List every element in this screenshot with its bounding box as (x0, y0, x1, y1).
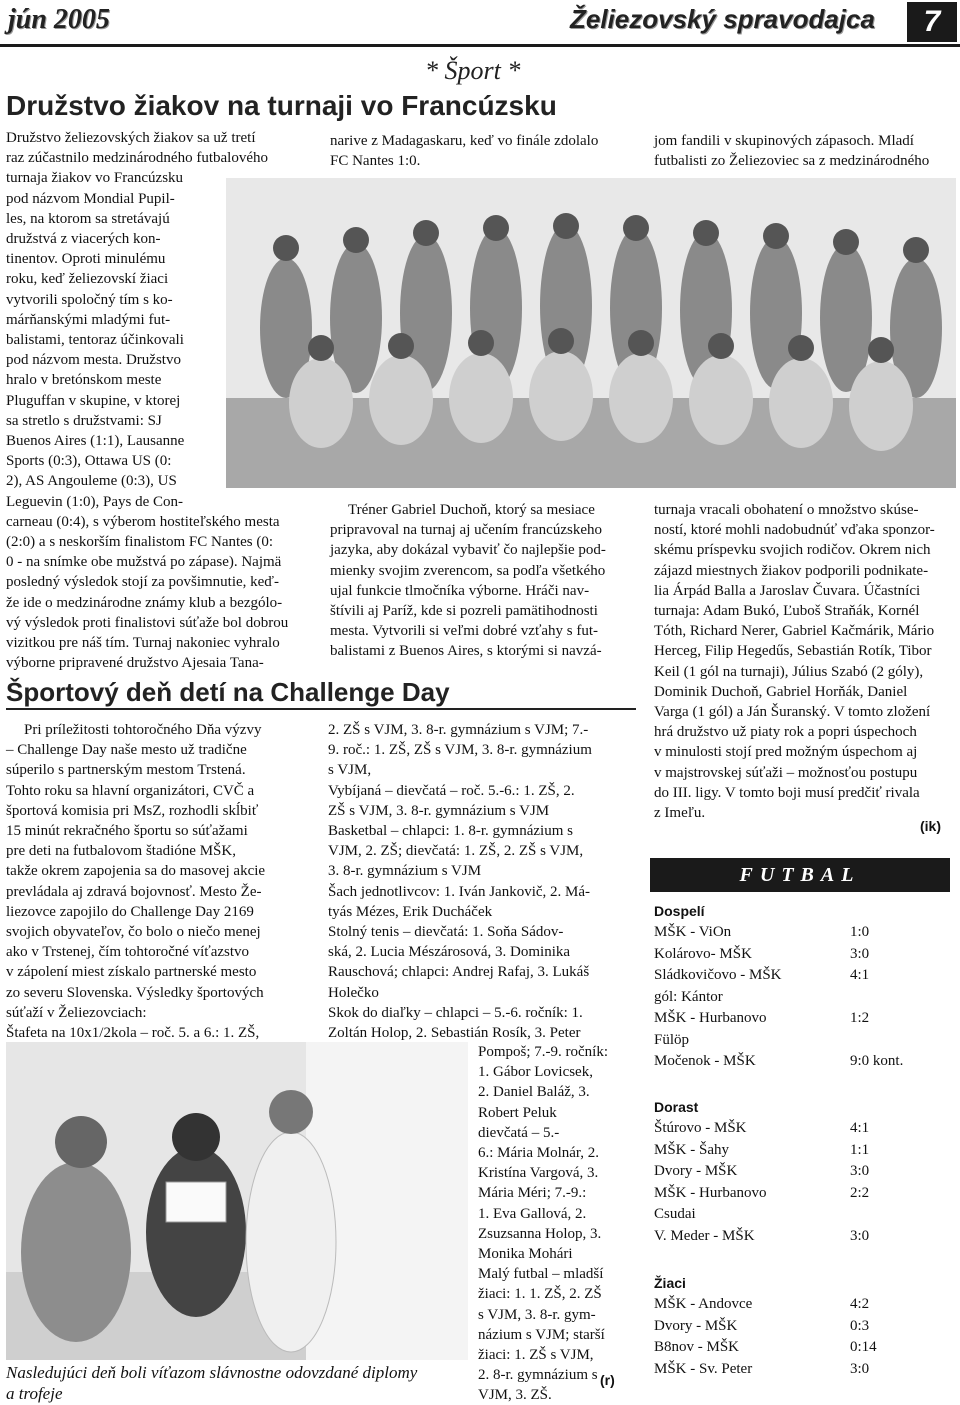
text-line: ako v Trstenej, čím tohtoročné víťazstvo (6, 944, 250, 961)
text-line: Basketbal – chlapci: 1. 8-r. gymnázium s (328, 823, 573, 840)
text-line: Vybíjaná – dievčatá – roč. 5.-6.: 1. ZŠ, 2. (328, 782, 575, 799)
text-line: žiaci: 1. ZŠ s VJM, (478, 1347, 594, 1364)
text-line: zájazd miestnych žiakov podporili podnikate- (654, 562, 929, 579)
text-line: štívili aj Paríž, kde si pozreli pamätihodnosti (330, 603, 598, 620)
results-dorast (654, 1096, 954, 1247)
text-line: v majstrovskej súťaži – možnosťou postupu (654, 764, 918, 781)
text-line: zo severu Slovenska. Výsledky športových (6, 984, 264, 1001)
text-line: narive z Madagaskaru, keď vo finále zdolalo (330, 133, 599, 149)
text-line: Leguevin (1:0), Pays de Con- (6, 493, 184, 510)
result-match: gól: Kántor (654, 988, 723, 1005)
text-line: do III. ligy. V tomto boji musí predčiť rivala (654, 784, 920, 801)
result-match: B8nov - MŠK (654, 1339, 740, 1355)
article-title-tournament: Družstvo žiakov na turnaji vo Francúzsku (6, 90, 557, 121)
text-line: posledný výsledok stojí za povšimnutie, keď- (6, 574, 279, 591)
text-line: z Imeľu. (654, 805, 706, 822)
result-score: 0:3 (850, 1317, 870, 1334)
result-match: MŠK - ViOn (654, 924, 732, 940)
text-line: futbalisti zo Želiezoviec sa z medzinárodného (654, 153, 930, 170)
result-match: Dvory - MŠK (654, 1317, 738, 1334)
result-row (654, 1226, 954, 1248)
text-line: mesta. Vytvorili si veľmi dobré vzťahy s fut- (330, 623, 599, 640)
result-match: Štúrovo - MŠK (654, 1120, 747, 1136)
results-dospeli (654, 900, 954, 1073)
header-rule (0, 44, 960, 47)
text-line: v zápolení miest získalo partnerské mesto (6, 964, 257, 981)
result-match: MŠK - Andovce (654, 1296, 753, 1312)
result-row (654, 1183, 954, 1205)
text-line: Štafeta na 10x1/2kola – roč. 5. a 6.: 1. ZŠ, (6, 1025, 260, 1042)
award-photo-illustration (6, 1042, 468, 1360)
text-line: súperilo s partnerským mestom Trstená. (6, 762, 246, 779)
text-line: pod názvom Mondial Pupil- (6, 190, 175, 207)
text-line: Tóth, Richard Nerer, Gabriel Kačmárik, Mário (654, 623, 935, 640)
article2-col1 (6, 720, 308, 1043)
result-match: Fülöp (654, 1031, 690, 1048)
text-line: raz zúčastnilo medzinárodného futbalového (6, 150, 268, 167)
section-title: * Šport * (425, 56, 521, 85)
text-line: pod názvom mesta. Družstvo (6, 352, 181, 369)
result-row (654, 944, 954, 966)
text-line: v minulosti stojí pred možným úspechom aj (654, 744, 918, 761)
result-row (654, 1051, 954, 1073)
result-match: Csudai (654, 1206, 696, 1222)
text-line: Pompoš; 7.-9. ročník: (478, 1044, 608, 1060)
text-line: s VJM, 3. 8-r. gym- (478, 1306, 596, 1323)
article1-col2-bottom (330, 500, 640, 662)
result-score: 0:14 (850, 1339, 877, 1355)
text-line: mienky svojim zverencom, sa podľa všetkého (330, 562, 606, 579)
text-line: Rauschová; chlapci: Andrej Rafaj, 3. Lukáš (328, 964, 590, 981)
results-group-heading: Žiaci (654, 1275, 686, 1291)
award-photo-caption (6, 1362, 476, 1404)
text-line: 0 - na snímke obe mužstvá po zápase). Najmä (6, 554, 282, 571)
result-score: 2:2 (850, 1184, 870, 1201)
text-line: Pri príležitosti tohtoročného Dňa výzvy (24, 722, 262, 738)
text-line: liezovce zapojilo do Challenge Day 2169 (6, 903, 254, 920)
text-line: FC Nantes 1:0. (330, 153, 421, 170)
text-line: Malý futbal – mladší (478, 1266, 604, 1283)
result-score: 1:0 (850, 924, 870, 940)
team-photo (226, 178, 956, 488)
text-line: ujal funkcie tlmočníka výborne. Hráči nav- (330, 582, 590, 599)
publication-title: Želiezovský spravodajca (570, 4, 875, 34)
text-line: Monika Mohári (478, 1246, 573, 1263)
results-ziaci (654, 1272, 954, 1380)
text-line: 9. roč.: 1. ZŠ, ZŠ s VJM, 3. 8-r. gymnázium (328, 742, 592, 759)
text-line: Kristína Vargová, 3. (478, 1165, 599, 1182)
results-group-heading: Dospelí (654, 903, 705, 919)
text-line: Šach jednotlivcov: 1. Iván Jankovič, 2. Má- (328, 883, 591, 900)
article1-col3-bottom (654, 500, 954, 823)
text-line: jazyka, aby dokázal vybaviť čo najlepšie pod- (330, 542, 606, 559)
text-line: Dominik Duchoň, Gabriel Horňák, Daniel (654, 683, 908, 700)
text-line: že ide o medzinárodne známy klub a bezgólo- (6, 594, 283, 611)
result-score: 4:1 (850, 1120, 870, 1136)
text-line: ská, 2. Lucia Mészárosová, 3. Dominika (328, 944, 571, 961)
result-row (654, 1294, 954, 1316)
text-line: tinentov. Oproti minulému (6, 251, 166, 268)
text-line: 2. Daniel Baláž, 3. (478, 1084, 590, 1101)
text-line: turnaja žiakov vo Francúzsku (6, 170, 184, 187)
article1-col3-top (654, 131, 954, 171)
result-score: 4:2 (850, 1296, 870, 1312)
text-line: vý výsledok proti finalistovi súťaže bol dobrou (6, 614, 289, 631)
text-line: ností, ktoré mohli nadobudnúť vďaka sponzor- (654, 522, 935, 539)
issue-date: jún 2005 (8, 4, 110, 35)
result-score: 4:1 (850, 967, 870, 983)
text-line: vizitkou pre náš tím. Turnaj nakoniec vyhralo (6, 635, 280, 652)
text-line: názium s VJM; starší (478, 1326, 605, 1343)
text-line: Zoltán Holop, 2. Sebastián Rosík, 3. Peter (328, 1025, 581, 1042)
text-line: VJM, 2. ZŠ; dievčatá: 1. ZŠ, 2. ZŠ s VJM, (328, 843, 584, 860)
article2-rule (6, 708, 636, 710)
text-line: turnaja vracali obohatení o množstvo skúse- (654, 502, 919, 518)
text-line: tyás Mézes, Erik Ducháček (328, 903, 493, 920)
text-line: s VJM, (328, 762, 372, 779)
text-line: carneau (0:4), s výberom hostiteľského mesta (6, 513, 280, 530)
text-line: 3. 8-r. gymnázium s VJM (328, 863, 482, 880)
article2-col2-narrow (478, 1042, 632, 1405)
text-line: Holečko (328, 984, 379, 1001)
award-photo (6, 1042, 468, 1360)
results-group-heading: Dorast (654, 1099, 699, 1115)
text-line: Družstvo želiezovských žiakov sa už tretí (6, 130, 256, 146)
text-line: Robert Peluk (478, 1104, 557, 1121)
result-row (654, 1118, 954, 1140)
text-line: VJM, 3. ZŠ. (478, 1387, 552, 1404)
text-line: ZŠ s VJM, 3. 8-r. gymnázium s VJM (328, 802, 550, 819)
result-row (654, 965, 954, 987)
text-line: hrá družstvo už piaty rok a popri úspechoch (654, 724, 917, 741)
article-title-challenge-day: Športový deň detí na Challenge Day (6, 677, 450, 707)
result-score: 3:0 (850, 1227, 870, 1244)
text-line: prevládala aj zdravá bojovnosť. Mesto Že- (6, 883, 262, 900)
result-score: 3:0 (850, 1360, 870, 1377)
result-match: MŠK - Šahy (654, 1141, 730, 1158)
text-line: Skok do diaľky – chlapci – 5.-6. ročník: 1. (328, 1004, 583, 1021)
text-line: (2:0) a s neskorším finalistom FC Nantes (0: (6, 534, 274, 551)
text-line: pripravoval na turnaj aj učením francúzskeho (330, 522, 602, 539)
text-line: – Challenge Day naše mesto už tradične (6, 742, 247, 759)
result-score: 1:1 (850, 1141, 870, 1158)
article1-col2-top (330, 131, 640, 171)
text-line: turnaja: Adam Bukó, Ľuboš Straňák, Kornél (654, 603, 920, 620)
result-row (654, 1359, 954, 1381)
result-row (654, 1204, 954, 1226)
text-line: takže okrem zapojenia sa do masovej akcie (6, 863, 266, 880)
result-row (654, 1140, 954, 1162)
text-line: 15 minút rekračného športu so súťažami (6, 823, 248, 840)
text-line: výborne pripravené družstvo Ajesaia Tana- (6, 655, 264, 672)
text-line: 2. 8-r. gymnázium s (478, 1367, 598, 1384)
text-line: vytvorili spoločný tím s ko- (6, 291, 173, 308)
text-line: 1. Eva Gallová, 2. (478, 1205, 587, 1222)
result-match: Sládkovičovo - MŠK (654, 967, 782, 983)
futbal-box-title: FUTBAL (650, 858, 950, 892)
text-line: družstvá z viacerých kon- (6, 231, 161, 248)
text-line: sa stretlo s družstvami: SJ (6, 412, 162, 429)
result-row (654, 1316, 954, 1338)
text-line: balistami, tentoraz účinkovali (6, 332, 184, 349)
article2-col2 (328, 720, 632, 1043)
text-line: Sports (0:3), Ottawa US (0: (6, 453, 172, 470)
text-line: Tréner Gabriel Duchoň, ktorý sa mesiace (348, 502, 595, 518)
text-line: 2), AS Angouleme (0:3), US (6, 473, 177, 490)
text-line: Varga (1 gól) a Ján Šuranský. V tomto zložení (654, 704, 931, 721)
text-line: Pluguffan v skupine, v ktorej (6, 392, 181, 409)
text-line: 1. Gábor Lovicsek, (478, 1064, 593, 1081)
result-row (654, 1337, 954, 1359)
result-row (654, 1008, 954, 1030)
result-match: MŠK - Hurbanovo (654, 1184, 767, 1201)
text-line: Stolný tenis – dievčatá: 1. Soňa Sádov- (328, 924, 564, 941)
result-match: V. Meder - MŠK (654, 1227, 755, 1244)
text-line: žiaci: 1. 1. ZŠ, 2. ZŠ (478, 1286, 602, 1303)
text-line: márňanskými mladými fut- (6, 311, 171, 328)
result-row (654, 1161, 954, 1183)
text-line: pre deti na futbalovom štadióne MŠK, (6, 843, 236, 860)
result-score: 1:2 (850, 1010, 870, 1026)
text-line: skému príspevku svojich rodičov. Okrem nich (654, 542, 931, 559)
result-match: MŠK - Sv. Peter (654, 1360, 753, 1377)
text-line: 6.: Mária Molnár, 2. (478, 1145, 600, 1162)
text-line: Herceg, Filip Hegedűs, Sebastián Rotík, Tibor (654, 643, 932, 660)
text-line: les, na ktorom sa stretávajú (6, 210, 170, 227)
text-line: hralo v bretónskom meste (6, 372, 162, 389)
text-line: súťaží v Želiezovciach: (6, 1004, 147, 1021)
result-score: 3:0 (850, 1163, 870, 1179)
article1-signature: (ik) (920, 818, 941, 834)
text-line: 2. ZŠ s VJM, 3. 8-r. gymnázium s VJM; 7.- (328, 722, 589, 738)
text-line: svojich obyvateľov, čo bolo o niečo menej (6, 924, 261, 941)
result-score: 3:0 (850, 945, 870, 962)
text-line: Tohto roku sa hlavní organizátori, CVČ a (6, 782, 255, 799)
text-line: jom fandili v skupinových zápasoch. Mladí (654, 133, 914, 149)
text-line: Mária Méri; 7.-9.: (478, 1185, 587, 1202)
result-match: Kolárovo- MŠK (654, 945, 752, 962)
text-line: roku, keď želiezovskí žiaci (6, 271, 169, 288)
text-line: lia Árpád Balla a Jaroslav Čuvara. Účastníci (654, 582, 921, 599)
caption-line: Nasledujúci deň boli víťazom slávnostne odovzdané diplomy (6, 1363, 418, 1382)
result-row (654, 922, 954, 944)
text-line: Buenos Aires (1:1), Lausanne (6, 433, 185, 450)
result-match: Močenok - MŠK (654, 1053, 756, 1069)
result-row (654, 1030, 954, 1052)
article2-signature: (r) (600, 1372, 615, 1388)
result-row (654, 987, 954, 1009)
caption-line: a trofeje (6, 1384, 63, 1403)
page-number: 7 (907, 2, 957, 42)
text-line: balistami z Buenos Aires, s ktorými si navzá- (330, 643, 602, 660)
text-line: dievčatá – 5.- (478, 1124, 560, 1141)
result-match: MŠK - Hurbanovo (654, 1010, 767, 1026)
result-score: 9:0 kont. (850, 1053, 904, 1069)
text-line: Keil (1 gól na turnaji), Július Szabó (2 góly), (654, 663, 924, 680)
team-photo-illustration (226, 178, 956, 488)
text-line: športová komisia pri MsZ, rozhodli skĺbiť (6, 802, 259, 819)
text-line: Zsuzsanna Holop, 3. (478, 1225, 602, 1242)
result-match: Dvory - MŠK (654, 1163, 738, 1179)
